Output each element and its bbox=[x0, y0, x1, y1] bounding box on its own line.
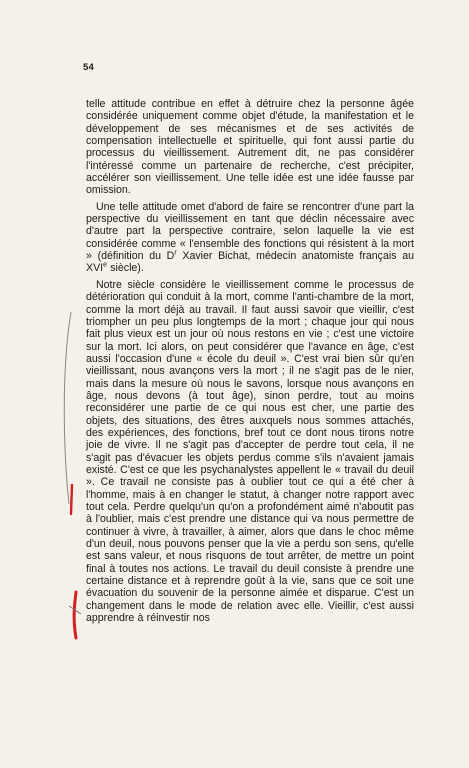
superscript-e: e bbox=[103, 261, 107, 269]
paragraph-2-text-c: siècle). bbox=[106, 262, 144, 275]
margin-pencil-marks bbox=[55, 308, 85, 648]
paragraph-2 bbox=[86, 201, 414, 275]
body-text bbox=[86, 98, 414, 628]
grey-pencil-bracket bbox=[64, 312, 71, 504]
paragraph-2-text-b: Xavier Bichat, médecin anatomiste français au XVI bbox=[86, 250, 414, 275]
page-number: 54 bbox=[83, 62, 94, 73]
red-pencil-mark-lower bbox=[74, 592, 76, 638]
paragraph-1: telle attitude contribue en effet à détruire chez la personne âgée considérée uniquement comme objet d'étude, la manifestation et le développement de ses mécanismes et de ses activités de compensation intellectuelle et spirituelle, qui font aussi partie du processus du vieillissement. Autrement dit, ne pas considérer l'intéressé comme un partenaire de recherche, c'est précipiter, accélérer son vieillissement. Une telle idée est une idée fausse par omission. bbox=[86, 98, 414, 197]
paragraph-3: Notre siècle considère le vieillissement comme le processus de détérioration qui conduit à la mort, comme l'anti-chambre de la mort, comme la mort déjà au travail. Il faut aussi savoir que vieillir, c'est triompher un peu plus longtemps de la mort ; chaque jour qui nous fait plus vieux est un jour où nous restons en vie ; c'est une victoire sur la mort. Ici alors, on peut considérer que l'avance en âge, c'est aussi l'occasion d'une « école du deuil ». C'est vrai bien sûr qu'en vieillissant, nous avançons vers la mort ; il ne s'agit pas de le nier, mais dans la mesure où nous le savons, lorsque nous avançons en âge, nous devons (à tout âge), sinon perdre, tout au moins reconsidérer une partie de ce qui nous est cher, une partie des objets, des situations, des êtres auxquels nous sommes attachés, des expériences, des fonctions, bref tout ce dont nous tirons notre joie de vivre. Il ne s'agit pas d'accepter de perdre tout cela, il ne s'agit pas d'évacuer les objets perdus comme s'ils n'avaient jamais existé. C'est ce que les psychanalystes appellent le « travail du deuil ». Ce travail ne consiste pas à oublier tout ce qui a été cher à l'homme, mais à en changer le statut, à changer notre rapport avec tout cela. Perdre quelqu'un qu'on a profondément aimé n'aboutit pas à l'oublier, mais c'est prendre une distance qui va nous permettre de continuer à vivre, à travailler, à aimer, alors que dans le choc même d'un deuil, nous pouvons penser que la vie a perdu son sens, qu'elle est sans valeur, et nous risquons de tout arrêter, de mettre un point final à toutes nos actions. Le travail du deuil consiste à prendre une certaine distance et à reprendre goût à la vie, sans que ce soit une évacuation du souvenir de la personne aimée et disparue. C'est un changement dans le mode de relation avec elle. Vieillir, c'est aussi apprendre à réinvestir nos bbox=[86, 278, 414, 625]
red-pencil-mark-upper bbox=[71, 485, 72, 514]
paragraph-2-text-a: Une telle attitude omet d'abord de faire se rencontrer d'une part la perspective du vieillissement en tant que déclin nécessaire avec d'autre part la perspective contraire, selon laquelle la vie est considérée comme « l'ensemble des fonctions qui résistent à la mort » (définition du D bbox=[86, 200, 414, 263]
superscript-r: r bbox=[174, 249, 177, 257]
